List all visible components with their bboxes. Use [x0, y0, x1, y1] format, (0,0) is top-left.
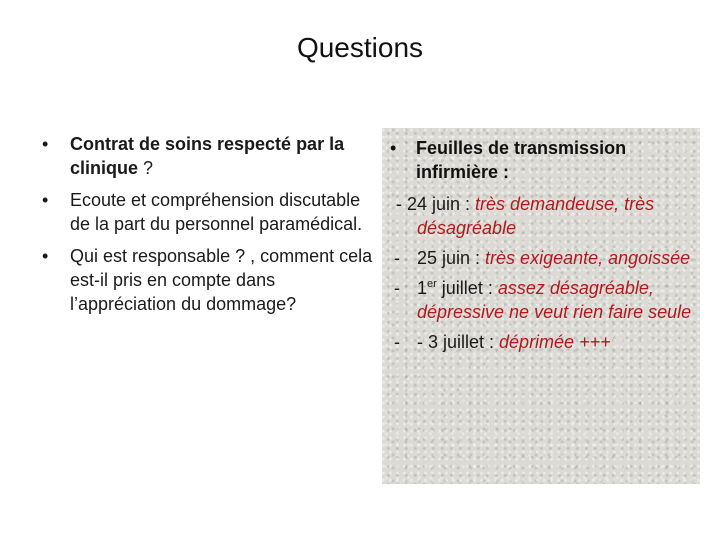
- dash-icon: -: [394, 248, 400, 268]
- dash-icon: -: [394, 278, 400, 298]
- entry-date: - 3 juillet :: [417, 332, 500, 352]
- entry-remark: déprimée +++: [499, 332, 611, 352]
- question-text: Ecoute et compréhension discutable de la part du personnel paramédical.: [70, 190, 363, 234]
- entry-date-number: 1: [417, 278, 428, 298]
- list-item: [40, 244, 375, 316]
- question-bold-text: Contrat de soins respecté par la clinique: [70, 134, 345, 178]
- nursing-notes-box: [382, 128, 700, 484]
- entry-remark: assez désagréable, dépressive ne veut rien faire seule: [417, 278, 692, 322]
- questions-list: [40, 132, 375, 324]
- list-item: [390, 330, 694, 354]
- slide-title: Questions: [296, 32, 424, 63]
- heading-text: Feuilles de transmission infirmière :: [416, 138, 627, 182]
- bullet-icon: •: [390, 138, 397, 158]
- list-item: [390, 276, 694, 324]
- bullet-icon: •: [42, 246, 49, 266]
- dash-icon: -: [394, 332, 400, 352]
- entry-date: juillet :: [436, 278, 498, 298]
- question-text: Qui est responsable ? , comment cela est-il pris en compte dans l’appréciation du dommage?: [70, 246, 373, 314]
- bullet-icon: •: [42, 134, 49, 154]
- entry-remark: très exigeante, angoissée: [485, 248, 691, 268]
- entry-remark: très demandeuse, très désagréable: [417, 194, 655, 238]
- list-item: [40, 188, 375, 236]
- question-text: ?: [138, 158, 154, 178]
- entry-date: 25 juin :: [417, 248, 486, 268]
- list-item: [390, 192, 694, 240]
- entry-date: - 24 juin :: [396, 194, 476, 214]
- list-item: [390, 246, 694, 270]
- list-item: [40, 132, 375, 180]
- nursing-notes-heading: [390, 136, 694, 184]
- nursing-notes-list: [390, 136, 694, 360]
- entry-date-superscript: er: [427, 278, 437, 290]
- bullet-icon: •: [42, 190, 49, 210]
